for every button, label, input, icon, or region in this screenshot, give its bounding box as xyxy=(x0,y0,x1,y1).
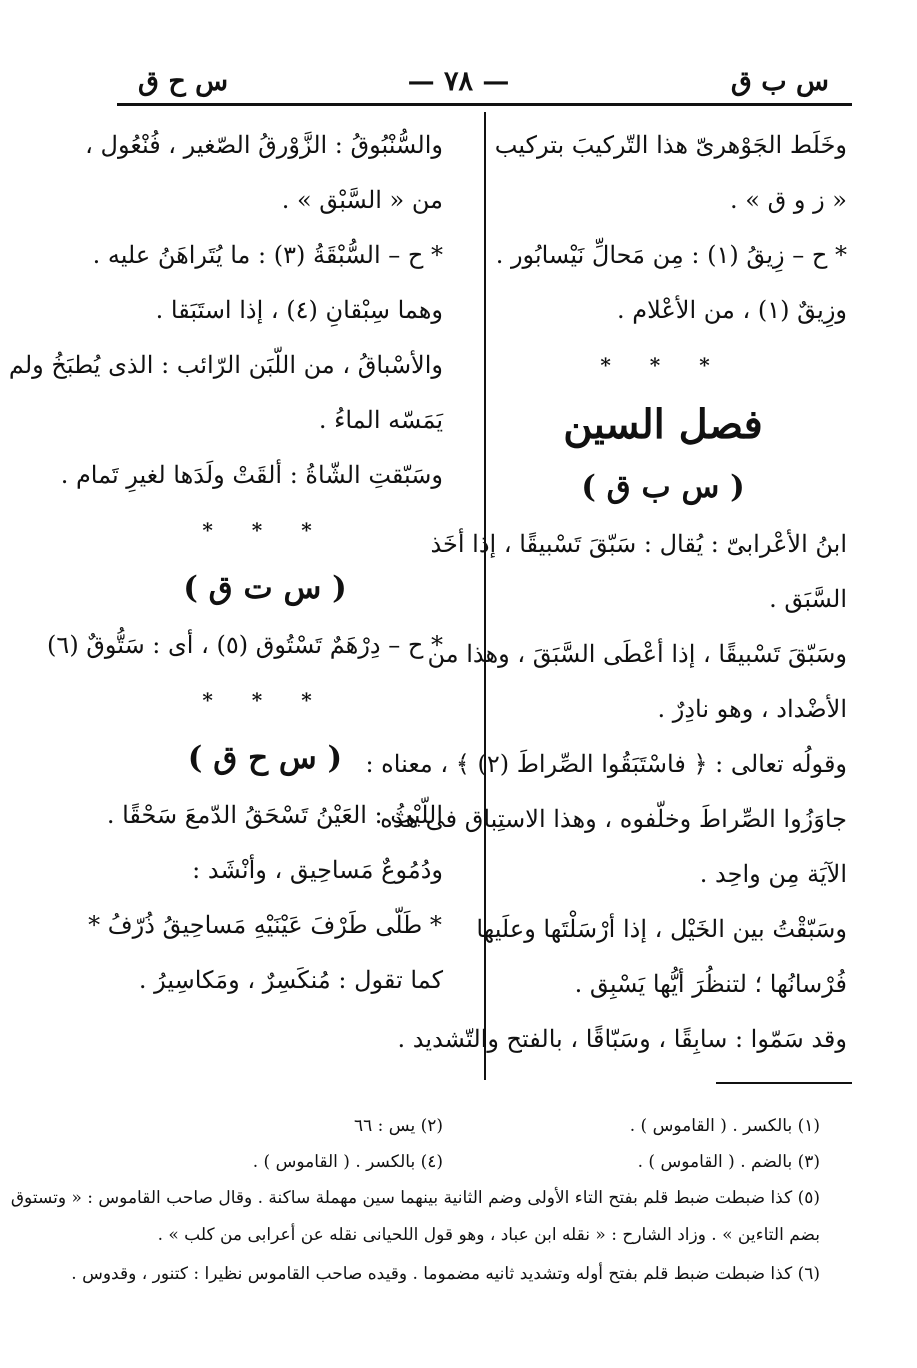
text-line: من « السَّبْق » . xyxy=(281,186,443,214)
text-line: * ح – دِرْهَمٌ تَسْتُوق (٥) ، أى : سَتُّوقٌ (٦) xyxy=(47,631,443,659)
text-line: والسُّنْبُوقُ : الزَّوْرقُ الصّغير ، فُنْعُول ، xyxy=(85,131,443,159)
entry-heading: ( س ح ق ) xyxy=(187,740,343,776)
text-line: يَمَسّه الماءُ . xyxy=(318,406,443,434)
footnote-4: (٤) بالكسر . ( القاموس ) . xyxy=(252,1152,443,1172)
entry-heading: ( س ب ق ) xyxy=(581,469,745,505)
page-number: — ٧٨ — xyxy=(407,66,510,97)
footnote-6: (٦) كذا ضبطت ضبط قلم بفتح أوله وتشديد ثانيه مضموما . وقيده صاحب القاموس نظيرا : كتنور ، وقدوس . xyxy=(71,1264,820,1284)
running-head-left: س ح ق xyxy=(138,66,229,97)
section-separator: * * * xyxy=(202,518,328,542)
text-line: السَّبَق . xyxy=(769,585,847,613)
text-line: وسَبّقتِ الشّاةُ : ألقَتْ ولَدَها لغيرِ تَمام . xyxy=(60,461,443,489)
text-line: وخَلَط الجَوْهرىّ هذا التّركيبَ بتركيب xyxy=(494,131,847,159)
text-line: وسَبّقْتُ بين الخَيْل ، إذا أرْسَلْتَها وعلَيها xyxy=(476,915,847,943)
text-line: جاوَزُوا الصِّراطَ وخلّفوه ، وهذا الاستِباق فى هذه xyxy=(380,805,847,833)
footnote-1: (١) بالكسر . ( القاموس ) . xyxy=(629,1116,820,1136)
text-line: الأضْداد ، وهو نادِرٌ . xyxy=(657,695,847,723)
text-line: * ح – السُّبْقَةُ (٣) : ما يُتَراهَنُ عليه . xyxy=(92,241,443,269)
text-line: وقولُه تعالى : ﴿ فاسْتَبَقُوا الصِّراطَ (٢) ﴾ ، معناه : xyxy=(365,750,847,778)
text-line: وقد سَمّوا : سابِقًا ، وسَبّاقًا ، بالفتح والتّشديد . xyxy=(397,1025,847,1053)
text-line: وهما سِبْقانِ (٤) ، إذا استَبَقا . xyxy=(155,296,443,324)
text-line: ودُمُوعٌ مَساحِيق ، وأنْشَد : xyxy=(192,856,443,884)
text-line: الآيَة مِن واحِد . xyxy=(699,860,847,888)
footnote-2: (٢) يس : ٦٦ xyxy=(353,1116,443,1136)
footnote-rule xyxy=(716,1082,852,1084)
entry-heading: ( س ت ق ) xyxy=(183,570,347,606)
text-line: « ز و ق » . xyxy=(730,186,847,214)
section-separator: * * * xyxy=(600,353,726,377)
footnote-5-line-2: بضم التاءين » . وزاد الشارح : « نقله ابن عباد ، وهو قول اللحيانى نقله عن أعرابى من كلب » . xyxy=(157,1225,820,1245)
footnote-3: (٣) بالضم . ( القاموس ) . xyxy=(637,1152,820,1172)
left-column xyxy=(8,118,443,1008)
text-line: وسَبّقَ تَسْبيقًا ، إذا أعْطَى السَّبَقَ ، وهذا من xyxy=(427,640,847,668)
section-title: فصل السين xyxy=(563,401,763,448)
text-line: اللّيْثُ : العَيْنُ تَسْحَقُ الدّمعَ سَحْقًا . xyxy=(106,801,443,829)
text-line: والأسْباقُ ، من اللّبَن الرّائب : الذى يُطبَخُ ولم xyxy=(8,351,443,379)
text-line: ابنُ الأعْرابىّ : يُقال : سَبّقَ تَسْبيقًا ، إذا أخَذ xyxy=(430,530,847,558)
footnote-5-line-1: (٥) كذا ضبطت ضبط قلم بفتح التاء الأولى وضم الثانية بينهما سين مهملة ساكنة . وقال صاحب القاموس : « وتستوق xyxy=(10,1188,820,1208)
text-line: فُرْسانُها ؛ لتنظُرَ أيُّها يَسْبِق . xyxy=(574,970,847,998)
verse-line: * طَلّى طَرْفَ عَيْنَيْهِ مَساحِيقُ ذُرّفُ * xyxy=(88,911,442,939)
text-line: وزِيقٌ (١) ، من الأعْلام . xyxy=(617,296,847,324)
running-head-right: س ب ق xyxy=(730,66,829,97)
section-separator: * * * xyxy=(202,688,328,712)
text-line: كما تقول : مُنكَسِرٌ ، ومَكاسِيرُ . xyxy=(138,966,443,994)
header-rule xyxy=(117,103,852,106)
text-line: * ح – زِيقُ (١) : مِن مَحالِّ نَيْسابُور . xyxy=(495,241,847,269)
